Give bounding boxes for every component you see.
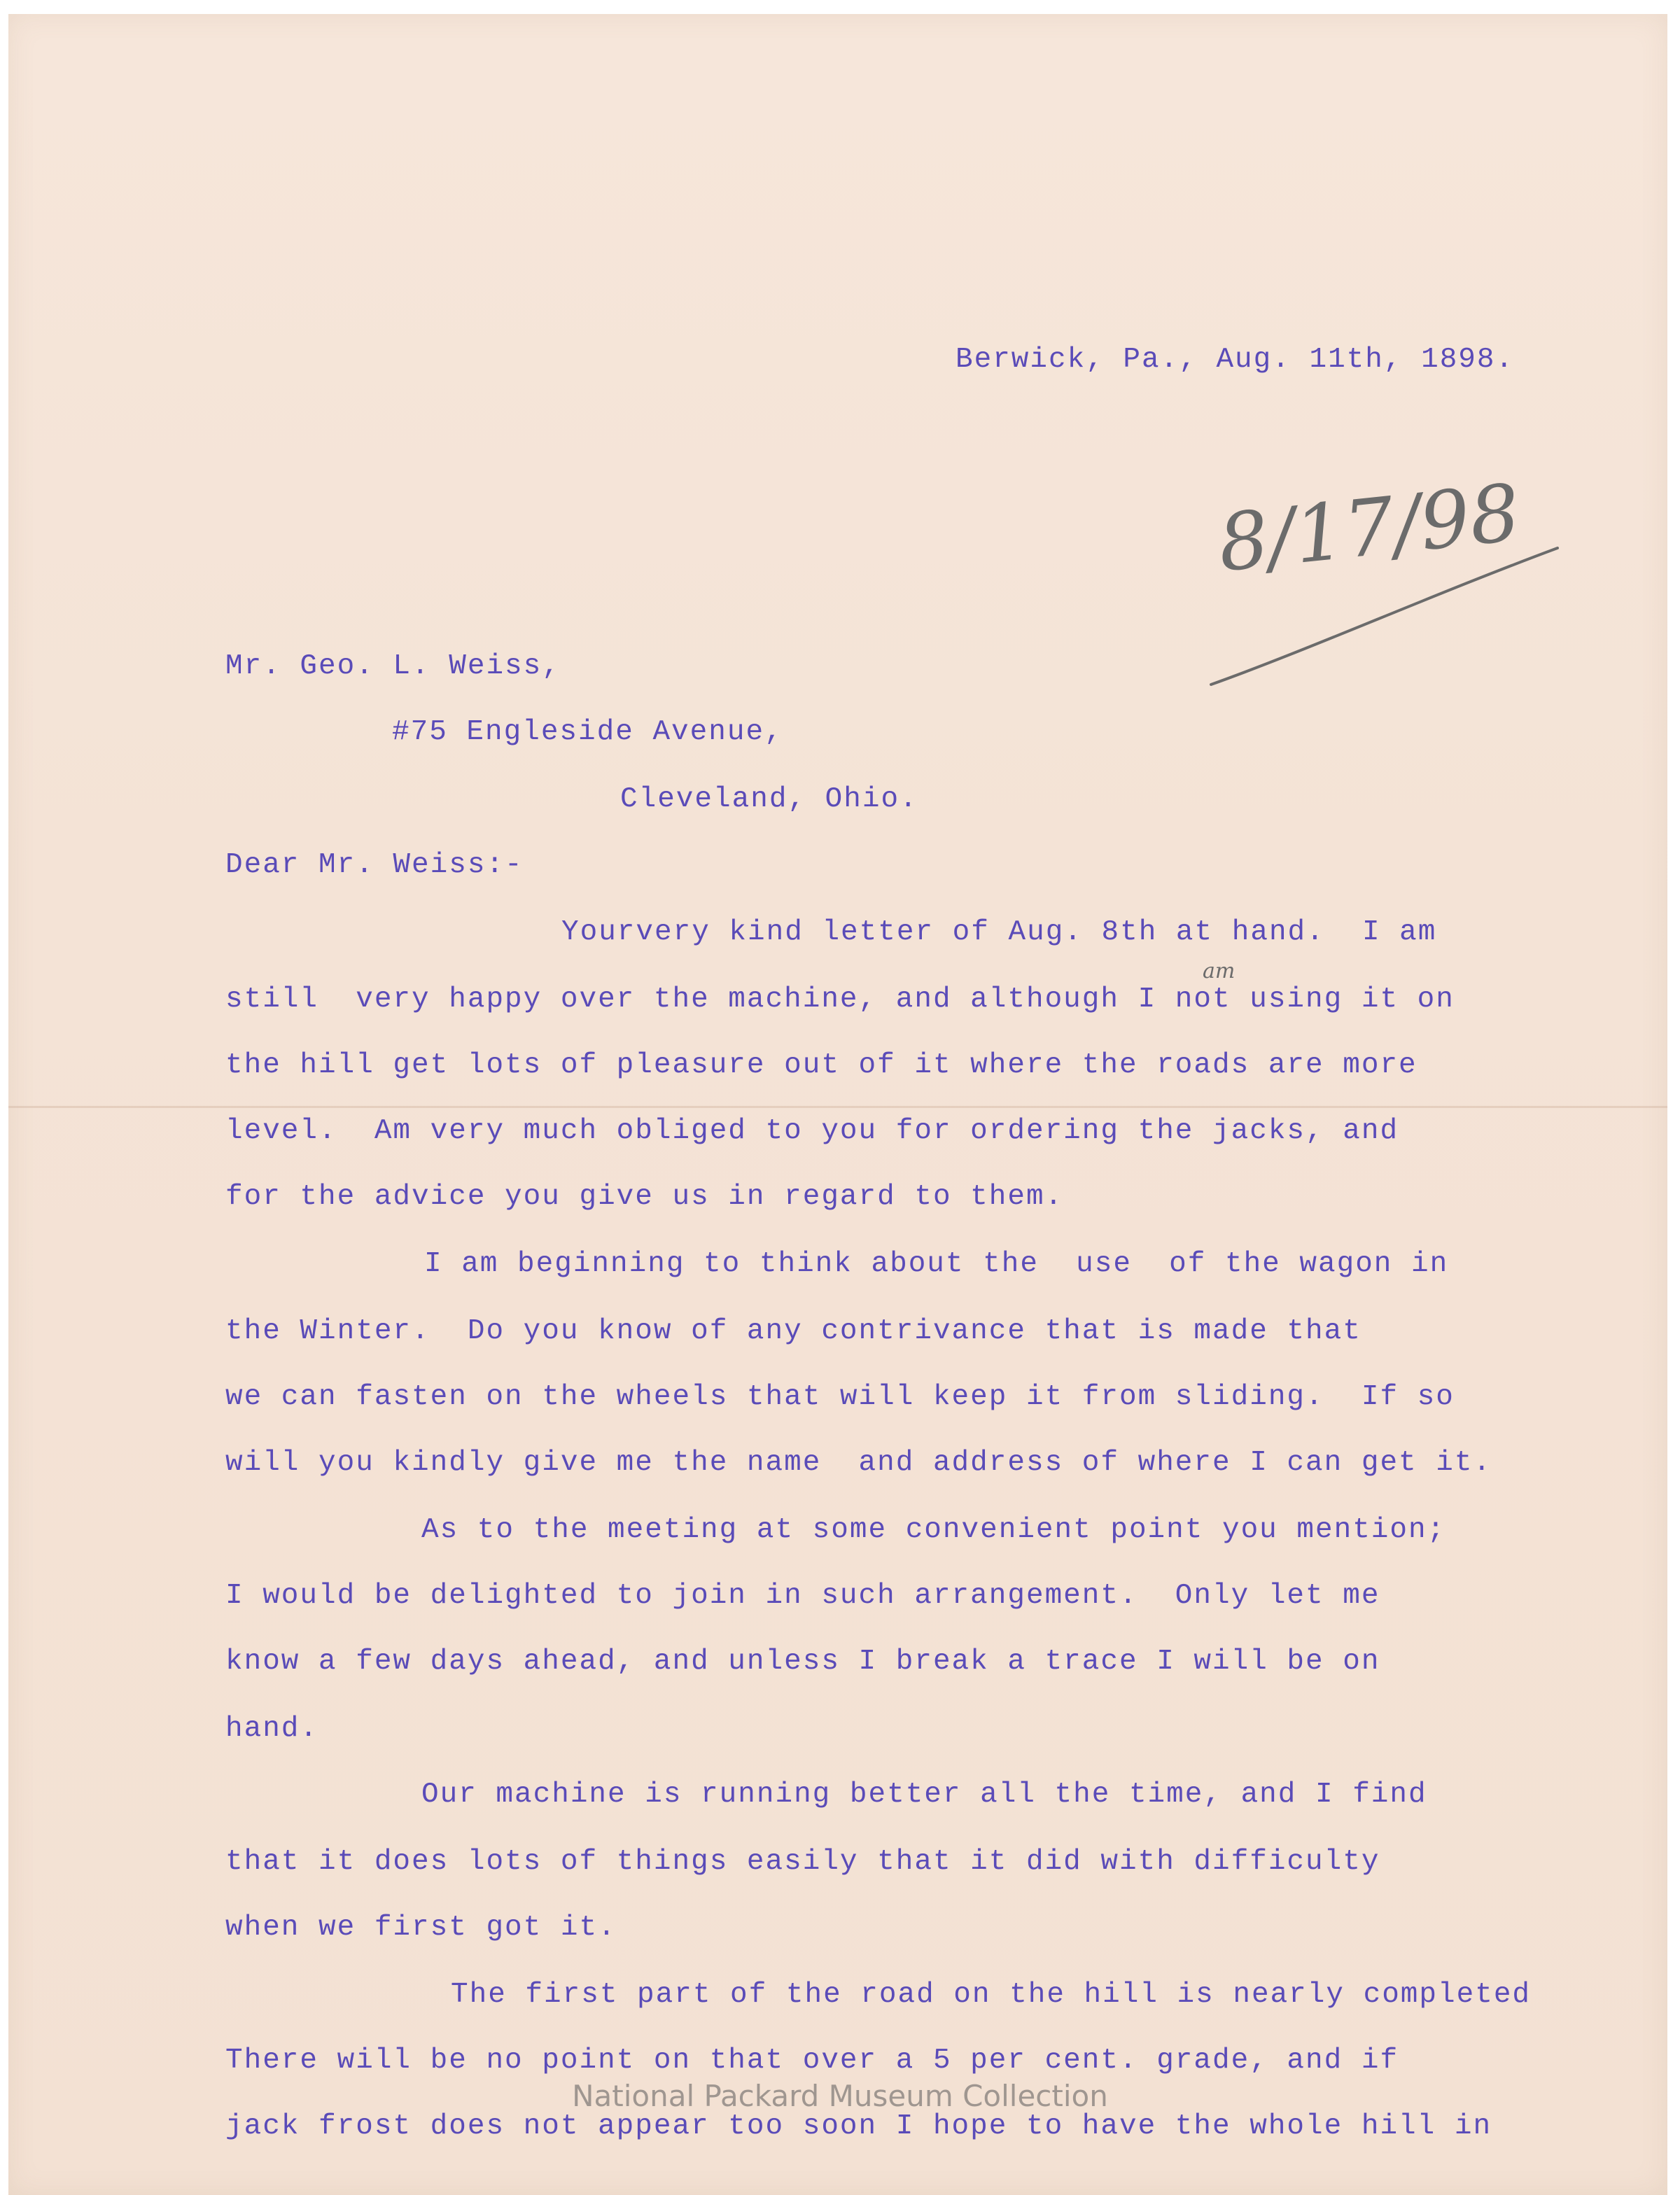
body-line: The first part of the road on the hill is nearly completed [451,1979,1532,2011]
body-line: that it does lots of things easily that it did with difficulty [225,1846,1380,1878]
body-line: Our machine is running better all the time, and I find [421,1779,1427,1811]
body-line: As to the meeting at some convenient point you mention; [421,1514,1446,1546]
body-line: will you kindly give me the name and address of where I can get it. [225,1447,1492,1479]
body-line: jack frost does not appear too soon I hope to have the whole hill in [225,2110,1492,2143]
body-line: level. Am very much obliged to you for ordering the jacks, and [225,1115,1399,1147]
body-line: the hill get lots of pleasure out of it where the roads are more [225,1049,1418,1081]
body-line: know a few days ahead, and unless I break a trace I will be on [225,1646,1380,1678]
body-line: we can fasten on the wheels that will keep it from sliding. If so [225,1381,1455,1413]
body-line: I am beginning to think about the use of the wagon in [424,1248,1449,1280]
body-line: when we first got it. [225,1912,617,1944]
paper-fold-line [8,1106,1667,1108]
body-line: Yourvery kind letter of Aug. 8th at hand. I am [561,916,1437,948]
addressee-name: Mr. Geo. L. Weiss, [225,650,561,682]
pencil-stroke [1204,538,1568,699]
body-line: for the advice you give us in regard to them. [225,1181,1064,1213]
handwritten-insertion: am [1203,959,1236,983]
body-line: There will be no point on that over a 5 per cent. grade, and if [225,2045,1399,2077]
body-line: the Winter. Do you know of any contrivance that is made that [225,1315,1362,1347]
salutation: Dear Mr. Weiss:- [225,849,524,881]
body-line: I would be delighted to join in such arrangement. Only let me [225,1580,1380,1612]
watermark: National Packard Museum Collection [572,2079,1108,2113]
handwritten-date: 8/17/98 [1214,467,1525,590]
dateline: Berwick, Pa., Aug. 11th, 1898. [955,344,1515,376]
addressee-street: #75 Engleside Avenue, [392,716,783,748]
body-line: still very happy over the machine, and although I not using it on [225,983,1455,1016]
body-line: hand. [225,1713,319,1745]
addressee-city: Cleveland, Ohio. [620,783,918,815]
